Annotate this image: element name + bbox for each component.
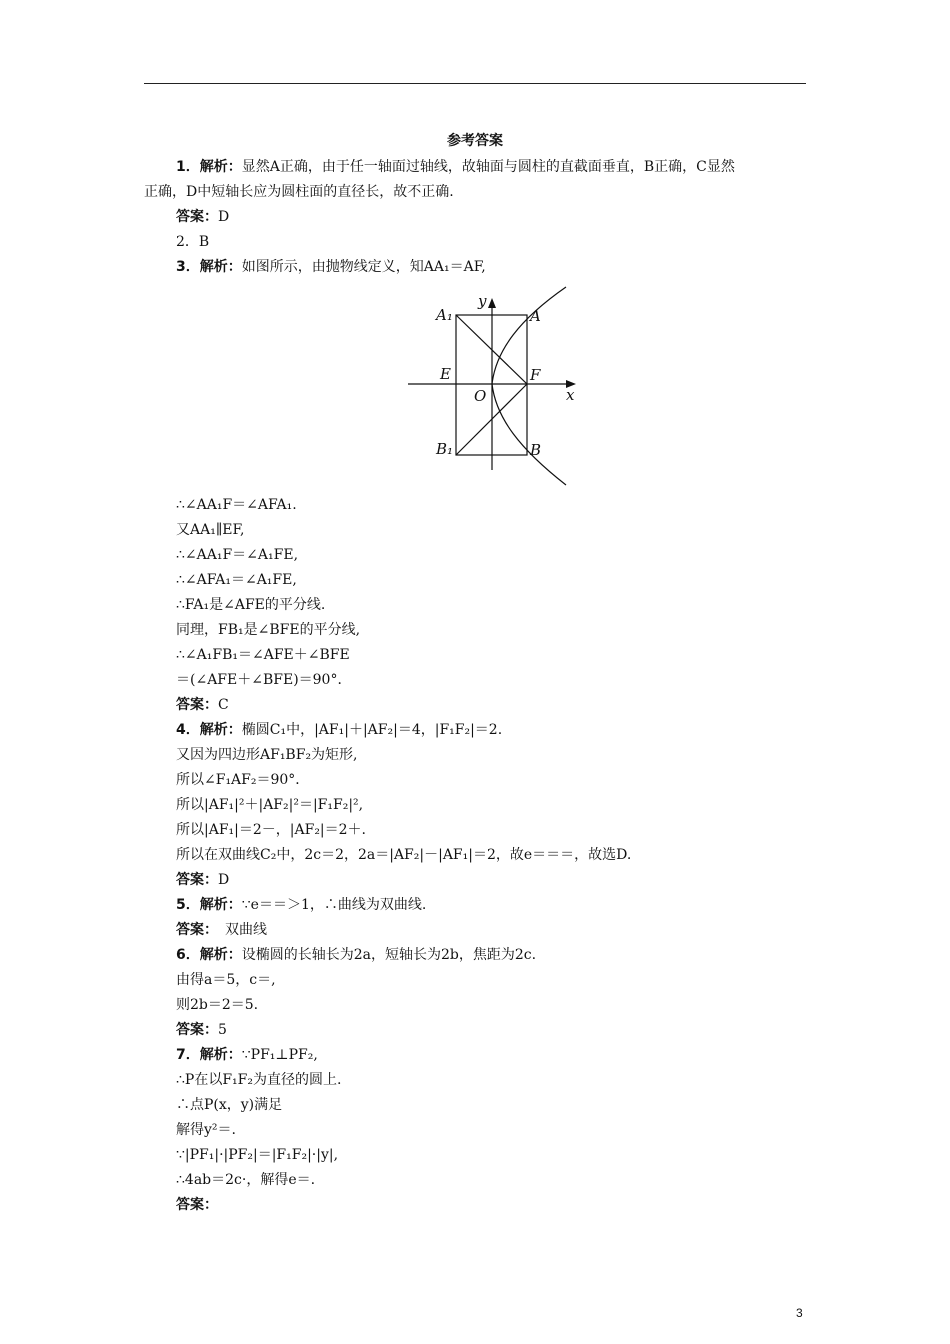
line-text: ∴FA₁是∠AFE的平分线.	[176, 597, 326, 613]
page-title: 参考答案	[447, 133, 503, 149]
label-a1: A₁	[436, 306, 453, 324]
page-number: 3	[796, 1306, 803, 1320]
line-text: 显然A正确，由于任一轴面过轴线，故轴面与圆柱的直截面垂直，B正确，C显然	[241, 159, 735, 175]
text-line	[176, 921, 267, 939]
line-text: 正确，D中短轴长应为圆柱面的直径长，故不正确.	[144, 184, 454, 200]
label-o: O	[474, 387, 487, 405]
text-line	[176, 546, 298, 564]
line-text: 5	[218, 1022, 227, 1038]
line-text: 又AA₁∥EF,	[176, 522, 245, 538]
line-label: 3．解析：	[176, 259, 242, 275]
label-f: F	[530, 366, 541, 384]
text-line	[176, 621, 360, 639]
text-line	[176, 871, 229, 889]
line-label: 答案：	[176, 209, 218, 225]
text-line	[176, 696, 229, 714]
label-x: x	[566, 386, 575, 404]
line-text: 双曲线	[211, 922, 267, 938]
text-line	[176, 996, 258, 1014]
text-line	[176, 233, 209, 251]
text-line	[176, 646, 350, 664]
line-label: 答案：	[176, 872, 218, 888]
line-text: ∴4ab＝2c·，解得e＝.	[176, 1172, 316, 1188]
line-text: 又因为四边形AF₁BF₂为矩形,	[176, 747, 358, 763]
line-text: ∵|PF₁|·|PF₂|＝|F₁F₂|·|y|,	[176, 1147, 339, 1163]
line-text: ∴点P(x，y)满足	[176, 1097, 283, 1113]
text-line	[176, 1196, 218, 1214]
label-b1: B₁	[436, 440, 454, 458]
line-label: 5．解析：	[176, 897, 242, 913]
line-label: 4．解析：	[176, 722, 242, 738]
line-text: 所以∠F₁AF₂＝90°．	[176, 772, 310, 788]
line-text: 设椭圆的长轴长为2a，短轴长为2b，焦距为2c.	[241, 947, 537, 963]
label-e: E	[440, 365, 451, 383]
line-label: 答案：	[176, 1022, 218, 1038]
text-line	[176, 1096, 282, 1114]
line-text: ∴∠AA₁F＝∠AFA₁.	[176, 497, 297, 513]
text-line	[176, 1146, 338, 1164]
text-line	[176, 721, 502, 739]
line-label: 答案：	[176, 697, 218, 713]
line-text: D	[218, 872, 230, 888]
line-text: 如图所示，由抛物线定义，知AA₁＝AF,	[241, 259, 486, 275]
line-text: ＝(∠AFE＋∠BFE)＝90°．	[176, 672, 352, 688]
text-line	[176, 821, 366, 839]
text-line	[176, 521, 245, 539]
line-text: ∴P在以F₁F₂为直径的圆上.	[176, 1072, 342, 1088]
text-line	[176, 846, 631, 864]
label-a: A	[530, 307, 541, 325]
line-label: 答案：	[176, 1197, 218, 1213]
text-line	[144, 183, 454, 201]
header-rule	[144, 83, 806, 84]
line-text: C	[218, 697, 229, 713]
line-text: 解得y²＝.	[176, 1122, 236, 1138]
line-text: 所以在双曲线C₂中，2c＝2，2a＝|AF₂|－|AF₁|＝2，故e＝＝＝，故选D.	[176, 847, 632, 863]
line-text: ∴∠A₁FB₁＝∠AFE＋∠BFE	[176, 647, 350, 663]
text-line	[176, 946, 536, 964]
text-line	[176, 1021, 227, 1039]
text-line	[176, 1171, 315, 1189]
line-label: 1．解析：	[176, 159, 242, 175]
text-line	[176, 1071, 341, 1089]
text-line	[176, 158, 735, 176]
text-line	[176, 771, 309, 789]
line-text: 2．B	[176, 234, 210, 250]
text-line	[176, 896, 426, 914]
text-line	[176, 496, 297, 514]
line-text: 同理，FB₁是∠BFE的平分线,	[176, 622, 361, 638]
y-axis-arrow	[488, 298, 496, 308]
line-text: ∵PF₁⊥PF₂,	[241, 1047, 318, 1063]
line-label: 7．解析：	[176, 1047, 242, 1063]
text-line	[176, 671, 351, 689]
text-line	[176, 258, 486, 276]
text-line	[176, 971, 276, 989]
text-line	[176, 796, 363, 814]
line-text: ∵e＝＝＞1，∴曲线为双曲线.	[241, 897, 427, 913]
line-text: D	[218, 209, 230, 225]
line-text: ∴∠AFA₁＝∠A₁FE,	[176, 572, 297, 588]
line-text: ∴∠AA₁F＝∠A₁FE,	[176, 547, 299, 563]
line-label: 6．解析：	[176, 947, 242, 963]
label-b: B	[530, 441, 542, 459]
parabola-figure	[400, 284, 582, 490]
text-line	[176, 596, 325, 614]
line-text: 所以|AF₁|＝2－，|AF₂|＝2＋.	[176, 822, 367, 838]
line-text: 椭圆C₁中，|AF₁|＋|AF₂|＝4，|F₁F₂|＝2.	[241, 722, 503, 738]
line-text: 由得a＝5，c＝,	[176, 972, 276, 988]
text-line	[176, 1046, 318, 1064]
text-line	[176, 1121, 236, 1139]
line-text: 则2b＝2＝5.	[176, 997, 259, 1013]
text-line	[176, 571, 297, 589]
line-text: 所以|AF₁|²＋|AF₂|²＝|F₁F₂|²,	[176, 797, 364, 813]
text-line	[176, 746, 358, 764]
label-y: y	[478, 292, 487, 310]
text-line	[176, 208, 229, 226]
line-label: 答案：	[176, 922, 211, 938]
